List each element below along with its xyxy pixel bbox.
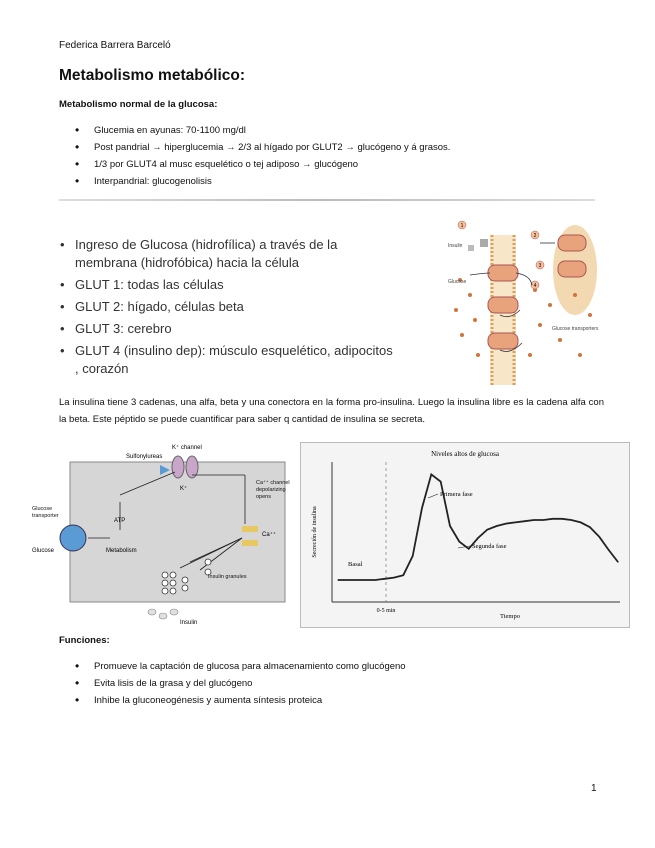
x-axis-label: Tiempo bbox=[500, 613, 520, 620]
list-item: • GLUT 4 (insulino dep): músculo esquelético, adipocitos , corazón bbox=[58, 342, 398, 378]
series-point bbox=[487, 529, 488, 530]
series-point bbox=[337, 579, 338, 580]
ca-plus-label: Ca⁺⁺ bbox=[262, 532, 277, 538]
series-point bbox=[599, 536, 600, 537]
series-point bbox=[347, 579, 348, 580]
step-4-label: 4 bbox=[533, 283, 537, 289]
list-item: • Glucemia en ayunas: 70-1100 mg/dl bbox=[60, 122, 620, 139]
series-point bbox=[412, 555, 413, 556]
k-channel-label: K⁺ channel bbox=[172, 445, 202, 451]
glucose-list bbox=[60, 122, 620, 190]
series-point bbox=[459, 541, 460, 542]
series-point bbox=[524, 521, 525, 522]
list-item: • Evita lisis de la grasa y del glucógeno bbox=[60, 675, 620, 692]
series-point bbox=[375, 579, 376, 580]
series-point bbox=[515, 522, 516, 523]
series-point bbox=[505, 523, 506, 524]
series-point bbox=[589, 527, 590, 528]
page-title: Metabolismo metabólico: bbox=[59, 67, 246, 84]
k-channel-icon bbox=[172, 456, 184, 478]
series-point bbox=[533, 519, 534, 520]
step-2-label: 2 bbox=[533, 233, 537, 239]
y-axis-label: Secreción de insulina bbox=[312, 506, 318, 558]
author-name: Federica Barrera Barceló bbox=[59, 40, 171, 51]
beta-cell-diagram bbox=[30, 440, 295, 630]
list-item: • Ingreso de Glucosa (hidrofílica) a través de la membrana (hidrofóbica) hacia la célula bbox=[58, 236, 398, 272]
glucose-label: Glucose bbox=[32, 548, 55, 554]
step-3-label: 3 bbox=[538, 263, 542, 269]
series-point bbox=[561, 518, 562, 519]
functions-title: Funciones: bbox=[59, 635, 110, 646]
metabolism-label: Metabolism bbox=[106, 548, 137, 554]
series-point bbox=[580, 522, 581, 523]
series-point bbox=[571, 519, 572, 520]
series-point bbox=[421, 507, 422, 508]
list-item: • Promueve la captación de glucosa para almacenamiento como glucógeno bbox=[60, 658, 620, 675]
insulin-label: Insulin bbox=[448, 243, 463, 249]
list-item: • Interpandrial: glucogenolisis bbox=[60, 173, 620, 190]
list-item: • Inhibe la gluconeogénesis y aumenta síntesis proteica bbox=[60, 692, 620, 709]
list-item: • 1/3 por GLUT4 al musc esquelético o tej adiposo → glucógeno bbox=[60, 156, 620, 173]
series-point bbox=[384, 578, 385, 579]
page-number: 1 bbox=[591, 783, 597, 794]
series-point bbox=[617, 561, 618, 562]
insulin-label: Insulin bbox=[180, 620, 198, 626]
x-tick-label: 0-5 min bbox=[376, 608, 396, 614]
series-point bbox=[608, 549, 609, 550]
series-point bbox=[393, 577, 394, 578]
ca-channel-label: Ca⁺⁺ channel depolarizing opens bbox=[256, 480, 290, 500]
sulfonylureas-label: Sulfonylureas bbox=[126, 454, 163, 460]
step-1-label: 1 bbox=[460, 223, 464, 229]
ca-channel-icon-2 bbox=[242, 540, 258, 546]
insulin-granules-label: Insulin granules bbox=[208, 574, 247, 580]
series-point bbox=[440, 481, 441, 482]
series-point bbox=[468, 548, 469, 549]
series-point bbox=[496, 525, 497, 526]
chart-title: Niveles altos de glucosa bbox=[431, 450, 499, 458]
annotation-primera-fase: Primera fase bbox=[440, 491, 473, 498]
annotation-segunda-fase: Segunda fase bbox=[472, 543, 507, 550]
k-plus-label: K⁺ bbox=[180, 486, 188, 492]
series-point bbox=[365, 579, 366, 580]
chart-frame bbox=[301, 443, 630, 628]
list-item: • GLUT 1: todas las células bbox=[58, 276, 398, 294]
annotation-basal: Basal bbox=[348, 561, 363, 568]
glucose-transporter-label: Glucose transporter bbox=[32, 506, 59, 519]
series-point bbox=[552, 518, 553, 519]
series-point bbox=[356, 579, 357, 580]
slide-divider bbox=[59, 199, 595, 201]
atp-label: ATP bbox=[114, 518, 126, 524]
glucose-transporter-icon bbox=[60, 525, 86, 551]
insulin-receptor-icon bbox=[468, 239, 488, 251]
ca-channel-icon bbox=[242, 526, 258, 532]
functions-list bbox=[60, 658, 620, 709]
glucose-label: Glucose bbox=[448, 279, 467, 285]
released-insulin-icon bbox=[148, 609, 178, 619]
list-item: • Post pandrial → hiperglucemia → 2/3 al hígado por GLUT2 → glucógeno y á grasos. bbox=[60, 139, 620, 156]
insulin-paragraph: La insulina tiene 3 cadenas, una alfa, beta y una conectora en la forma pro-insulina. Luego la insulina libre es la cadena alfa con la beta. Este péptido se puede cuantificar para saber q cantidad de insulina se secreta. bbox=[59, 397, 604, 425]
transporters-label: Glucose transporters bbox=[552, 326, 599, 332]
series-point bbox=[477, 537, 478, 538]
series-point bbox=[431, 474, 432, 475]
series-point bbox=[403, 575, 404, 576]
membrane-transport-diagram bbox=[440, 215, 610, 385]
list-item: • GLUT 3: cerebro bbox=[58, 320, 398, 338]
insulin-secretion-chart bbox=[300, 442, 630, 628]
glut-slide-list bbox=[58, 236, 398, 382]
section-subtitle: Metabolismo normal de la glucosa: bbox=[59, 99, 218, 110]
list-item: • GLUT 2: hígado, células beta bbox=[58, 298, 398, 316]
series-point bbox=[449, 525, 450, 526]
series-point bbox=[543, 519, 544, 520]
